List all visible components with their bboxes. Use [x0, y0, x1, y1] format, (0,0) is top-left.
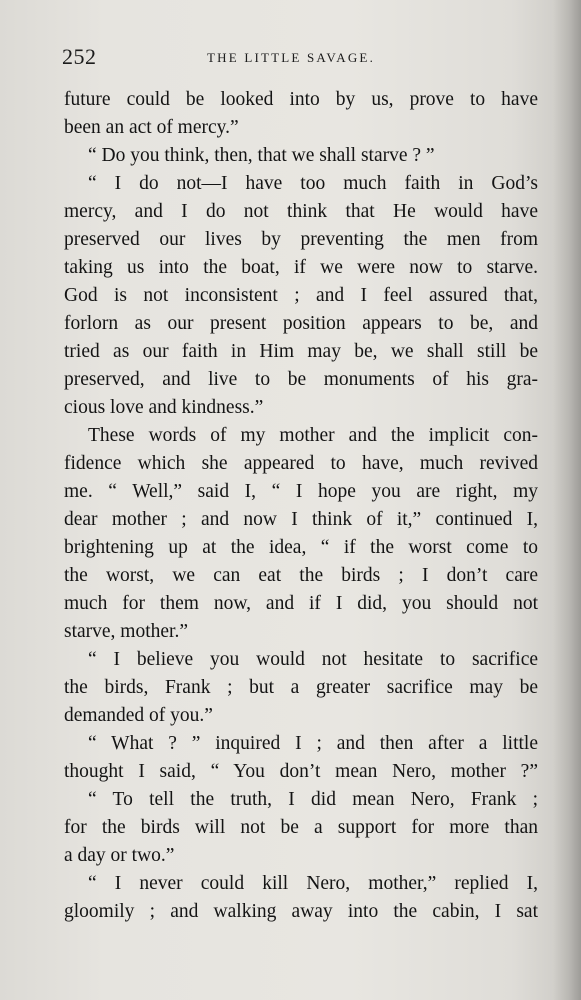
text-line: “ What ? ” inquired I ; and then after a little: [88, 733, 538, 754]
text-line: me. “ Well,” said I, “ I hope you are right, my: [64, 481, 538, 502]
page-header: [62, 44, 538, 74]
text-line: taking us into the boat, if we were now to starve.: [64, 257, 538, 278]
text-line: brightening up at the idea, “ if the worst come to: [64, 537, 538, 558]
text-line: “ Do you think, then, that we shall starve ? ”: [88, 145, 435, 166]
running-head: THE LITTLE SAVAGE.: [207, 50, 376, 65]
text-line: a day or two.”: [64, 845, 175, 866]
text-line: for the birds will not be a support for more than: [64, 817, 538, 838]
text-line: demanded of you.”: [64, 705, 213, 726]
text-line: gloomily ; and walking away into the cabin, I sat: [64, 901, 538, 922]
text-line: fidence which she appeared to have, much revived: [64, 453, 538, 474]
text-line: mercy, and I do not think that He would have: [64, 201, 538, 222]
page-edge-shadow: [553, 0, 581, 1000]
text-line: dear mother ; and now I think of it,” continued I,: [64, 509, 538, 530]
text-line: the birds, Frank ; but a greater sacrifice may be: [64, 677, 538, 698]
text-line: “ I do not—I have too much faith in God’s: [88, 173, 538, 194]
text-line: been an act of mercy.”: [64, 117, 239, 138]
text-line: These words of my mother and the implicit con-: [88, 425, 538, 446]
text-line: God is not inconsistent ; and I feel assured that,: [64, 285, 538, 306]
text-line: much for them now, and if I did, you should not: [64, 593, 538, 614]
text-line: “ I believe you would not hesitate to sacrifice: [88, 649, 538, 670]
text-line: preserved our lives by preventing the men from: [64, 229, 538, 250]
page-number: 252: [62, 44, 97, 69]
text-line: future could be looked into by us, prove to have: [64, 89, 538, 110]
page-body: [64, 86, 538, 926]
text-line: tried as our faith in Him may be, we shall still be: [64, 341, 538, 362]
text-line: cious love and kindness.”: [64, 397, 264, 418]
text-line: thought I said, “ You don’t mean Nero, mother ?”: [64, 761, 538, 782]
text-line: “ To tell the truth, I did mean Nero, Frank ;: [88, 789, 538, 810]
text-line: “ I never could kill Nero, mother,” replied I,: [88, 873, 538, 894]
text-line: forlorn as our present position appears to be, and: [64, 313, 538, 334]
text-line: preserved, and live to be monuments of his gra-: [64, 369, 538, 390]
text-line: the worst, we can eat the birds ; I don’t care: [64, 565, 538, 586]
text-line: starve, mother.”: [64, 621, 188, 642]
